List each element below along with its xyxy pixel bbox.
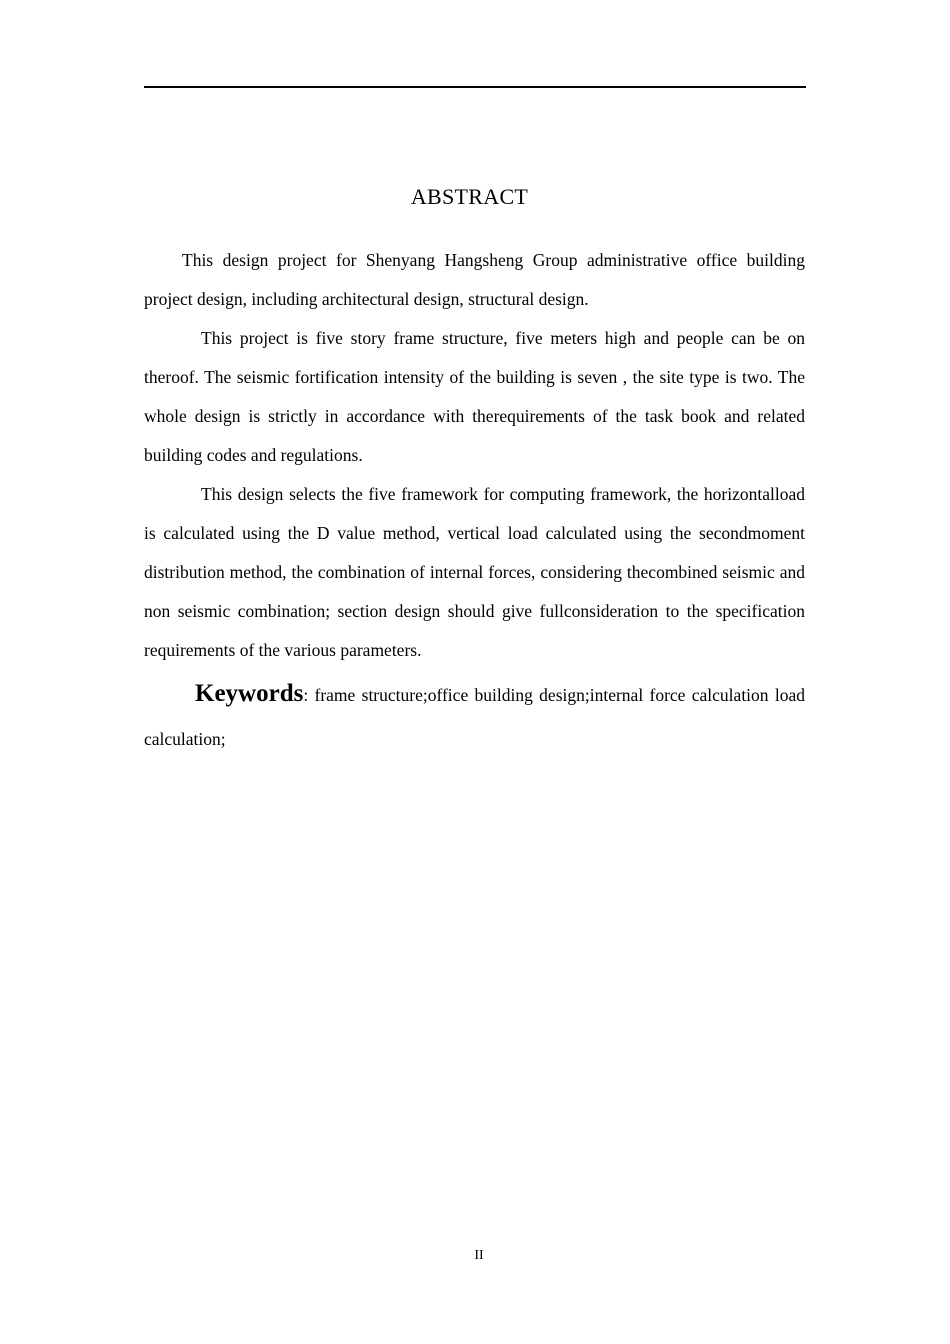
keywords-line	[144, 672, 805, 761]
keywords-label: Keywords	[195, 680, 304, 707]
header-rule	[144, 86, 806, 88]
abstract-paragraph: This project is five story frame structure, five meters high and people can be on theroof. The seismic fortification intensity of the building is seven , the site type is two. The whole design is strictly in accordance with therequirements of the task book and related building codes and regulations.	[144, 328, 805, 465]
abstract-paragraph: This design project for Shenyang Hangsheng Group administrative office building project design, including architectural design, structural design.	[144, 250, 805, 309]
abstract-paragraph: This design selects the five framework for computing framework, the horizontalload is calculated using the D value method, vertical load calculated using the secondmoment distribution method, the combination of internal forces, considering thecombined seismic and non seismic combination; section design should give fullconsideration to the specification requirements of the various parameters.	[144, 484, 805, 660]
keywords-text: : frame structure;office building design;internal force calculation load calculation;	[144, 685, 805, 749]
page-number: II	[474, 1248, 484, 1263]
abstract-body	[144, 241, 805, 761]
abstract-title: ABSTRACT	[410, 184, 529, 209]
